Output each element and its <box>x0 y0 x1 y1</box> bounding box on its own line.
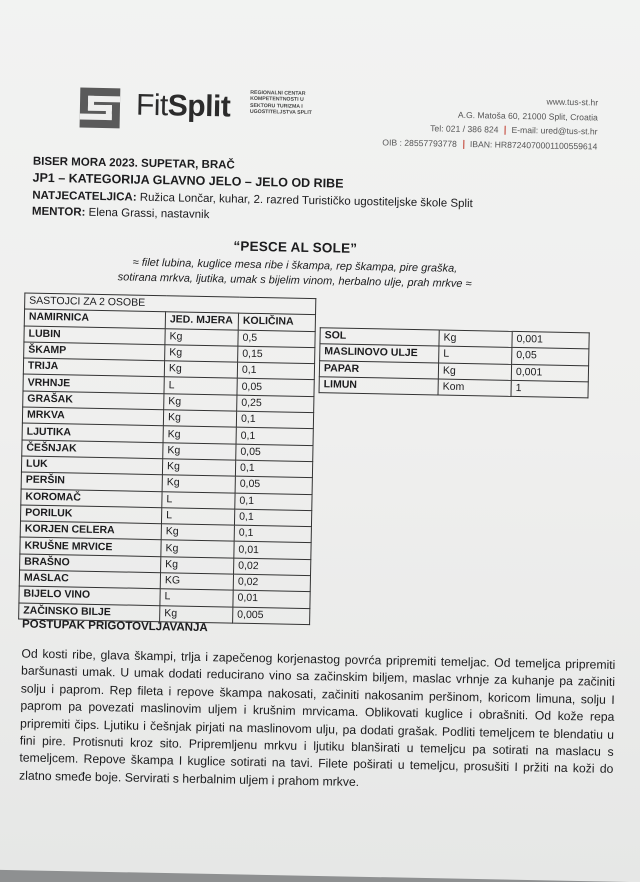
brand-wordmark <box>136 89 231 125</box>
iban-text: IBAN: HR8724070001100559614 <box>469 139 598 152</box>
contact-line <box>430 123 598 136</box>
brand-suffix: Split <box>167 89 231 124</box>
quantity-cell: 0,1 <box>236 427 313 445</box>
dish-name: “PESCE AL SOLE” <box>233 238 358 256</box>
quantity-cell: 0,1 <box>235 493 312 511</box>
ingredient-name-cell: MRKVA <box>22 407 163 426</box>
unit-cell: Kg <box>160 605 233 623</box>
unit-cell: Kg <box>165 345 238 363</box>
ingredient-name-cell: SOL <box>320 328 439 347</box>
unit-cell: L <box>160 589 233 607</box>
quantity-cell: 0,05 <box>235 476 312 494</box>
table-caption: SASTOJCI ZA 2 OSOBE <box>25 293 316 315</box>
unit-cell: L <box>439 346 512 364</box>
category-title: JP1 – KATEGORIJA GLAVNO JELO – JELO OD RIBE <box>32 170 344 191</box>
quantity-cell: 0,05 <box>237 379 314 397</box>
quantity-cell: 0,1 <box>234 509 311 527</box>
ingredient-name-cell: LUBIN <box>24 326 165 345</box>
ingredient-name-cell: KOROMAČ <box>21 489 162 508</box>
quantity-cell: 0,01 <box>234 542 311 560</box>
unit-cell: Kg <box>162 475 235 493</box>
ingredient-name-cell: ŠKAMP <box>24 342 165 361</box>
unit-cell: Kg <box>439 330 512 348</box>
unit-cell: Kg <box>161 540 234 558</box>
quantity-cell: 0,15 <box>238 346 315 364</box>
unit-cell: Kg <box>161 524 234 542</box>
procedure-title: POSTUPAK PRIGOTOVLJAVANJA <box>21 618 208 635</box>
unit-cell: KG <box>160 573 233 591</box>
tel-text: Tel: 021 / 386 824 <box>430 123 499 135</box>
unit-cell: Kg <box>163 442 236 460</box>
quantity-cell: 0,001 <box>511 364 588 382</box>
quantity-cell: 0,1 <box>234 525 311 543</box>
separator <box>504 126 505 135</box>
ingredient-name-cell: MASLINOVO ULJE <box>320 344 439 363</box>
email-link[interactable]: E-mail: ured@tus-st.hr <box>511 124 598 137</box>
ingredient-name-cell: ZAČINSKO BILJE <box>19 603 160 622</box>
unit-cell: Kom <box>438 379 511 397</box>
unit-cell: Kg <box>162 459 235 477</box>
quantity-cell: 0,1 <box>236 411 313 429</box>
quantity-cell: 0,005 <box>233 607 310 625</box>
quantity-cell: 0,1 <box>235 460 312 478</box>
brand-prefix: Fit <box>135 88 169 123</box>
ingredient-name-cell: ČEŠNJAK <box>22 440 163 459</box>
ingredient-name-cell: MASLAC <box>19 570 160 589</box>
bank-line <box>382 137 597 151</box>
column-header-unit: JED. MJERA <box>165 312 238 330</box>
quantity-cell: 0,01 <box>233 590 310 608</box>
quantity-cell: 0,25 <box>237 395 314 413</box>
oib-text: OIB : 28557793778 <box>382 137 457 149</box>
quantity-cell: 0,02 <box>233 574 310 592</box>
ingredient-name-cell: PAPAR <box>319 360 438 379</box>
ingredient-name-cell: VRHNJE <box>23 375 164 394</box>
ingredients-table <box>18 293 316 625</box>
quantity-cell: 1 <box>511 380 588 398</box>
ingredient-name-cell: BRAŠNO <box>20 554 161 573</box>
website-link[interactable]: www.tus-st.hr <box>546 96 599 108</box>
column-header-ingredient: NAMIRNICA <box>24 309 165 328</box>
quantity-cell: 0,05 <box>512 348 589 366</box>
ingredient-name-cell: KRUŠNE MRVICE <box>20 537 161 556</box>
ingredient-name-cell: LJUTIKA <box>22 423 163 442</box>
contestant-label: NATJECATELJICA: <box>32 189 137 204</box>
unit-cell: Kg <box>164 394 237 412</box>
unit-cell: L <box>161 508 234 526</box>
mentor-line <box>32 206 210 221</box>
mentor-name: Elena Grassi, nastavnik <box>88 206 210 222</box>
event-title: BISER MORA 2023. SUPETAR, BRAČ <box>32 155 235 172</box>
extra-ingredients-table <box>319 327 590 398</box>
unit-cell: Kg <box>165 328 238 346</box>
unit-cell: Kg <box>161 556 234 574</box>
ingredient-name-cell: PERŠIN <box>21 472 162 491</box>
ingredient-name-cell: LUK <box>21 456 162 475</box>
ingredient-name-cell: GRAŠAK <box>23 391 164 410</box>
unit-cell: Kg <box>163 426 236 444</box>
unit-cell: Kg <box>438 363 511 381</box>
dish-description-2: sotirana mrkva, ljutika, umak s bijelim vinom, herbalno ulje, prah mrkve ≈ <box>117 271 472 291</box>
quantity-cell: 0,5 <box>238 330 315 348</box>
ingredient-name-cell: LIMUN <box>319 377 438 396</box>
ingredient-name-cell: PORILUK <box>20 505 161 524</box>
address-text: A.G. Matoša 60, 21000 Split, Croatia <box>457 109 598 123</box>
quantity-cell: 0,1 <box>237 362 314 380</box>
ingredient-name-cell: KORJEN CELERA <box>20 521 161 540</box>
quantity-cell: 0,05 <box>236 444 313 462</box>
dish-description-1: ≈ filet lubina, kuglice mesa ribe i škampa, rep škampa, pire graška, <box>132 256 458 275</box>
quantity-cell: 0,02 <box>234 558 311 576</box>
fitsplit-logo-icon <box>78 86 123 131</box>
procedure-text: Od kosti ribe, glava škampi, trlja i zapečenog korjenastog povrća pripremiti temeljac. Od temeljca pripremiti baršunasti umak. U umak dodati reducirano vino sa začinskim biljem, maslac vrhnje za kuhanje pa začiniti solju i paprom. Rep fileta i repove škampa nakosati, začiniti nakosanim peršinom, koricom limuna, solju I paprom pa povezati maslinovim uljem i krušnim mrvicama. Oblikovati kuglice i obrašniti. Od kože repa pripremiti čips. Ljutiku i češnjak pirjati na maslinovom ulju, pa dodati grašak. Podliti temeljcem te blendatiu u fini pire. Protisnuti kroz sito. Pripremljenu mrkvu i ljutiku blanširati u temeljcu pa sotirati na maslacu s temeljcem. Repove škampa I kuglice sotirati na tavi. Filete poširati u temeljcu, prosušiti I pržiti na koži do zlatno smeđe boje. Servirati s herbalnim uljem i prahom mrkve. <box>18 646 616 789</box>
ingredient-name-cell: TRIJA <box>23 358 164 377</box>
contestant-name: Ružica Lončar, kuhar, 2. razred Turističko ugostiteljske škole Split <box>139 191 473 211</box>
unit-cell: L <box>162 491 235 509</box>
centre-name: REGIONALNI CENTAR KOMPETENTNOSTI U SEKTORU TURIZMA I UGOSTITELJSTVA SPLIT <box>249 89 312 117</box>
separator <box>463 140 464 149</box>
mentor-label: MENTOR: <box>31 205 86 219</box>
column-header-quantity: KOLIČINA <box>238 313 315 331</box>
quantity-cell: 0,001 <box>512 331 589 349</box>
unit-cell: Kg <box>164 361 237 379</box>
unit-cell: Kg <box>163 410 236 428</box>
ingredient-name-cell: BIJELO VINO <box>19 586 160 605</box>
unit-cell: L <box>164 377 237 395</box>
